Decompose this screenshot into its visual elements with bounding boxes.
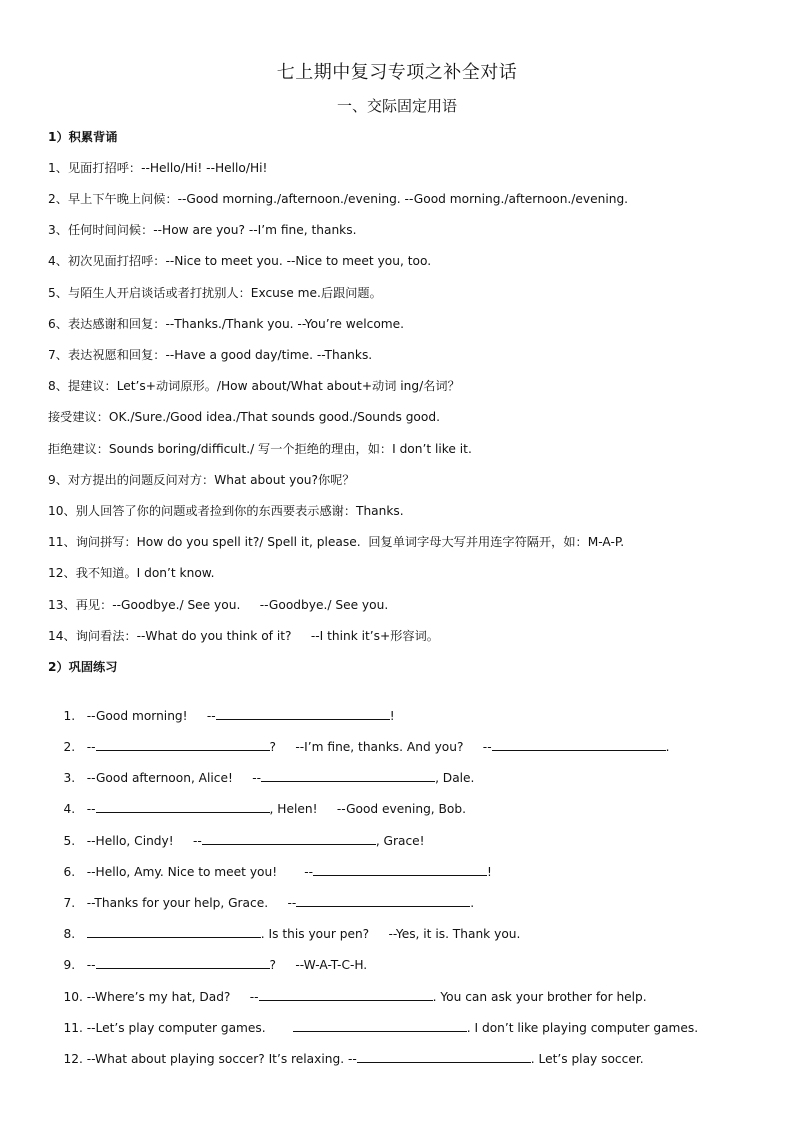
list-item: 14、询问看法：--What do you think of it? --I think it’s+形容词。 (48, 629, 439, 643)
list-item: 5、与陌生人开启谈话或者打扰别人：Excuse me.后跟问题。 (48, 286, 382, 300)
list-item: 13、再见：--Goodbye./ See you. --Goodbye./ See you. (48, 598, 389, 612)
answer-blank[interactable] (357, 1050, 531, 1063)
exercise-text: 8. (63, 927, 87, 941)
list-item: 4、初次见面打招呼：--Nice to meet you. --Nice to meet you, too. (48, 254, 432, 268)
exercise-text: , Grace! (375, 834, 425, 848)
exercise-text: ! (389, 709, 395, 723)
answer-blank[interactable] (96, 956, 270, 969)
document-subtitle: 一、交际固定用语 (336, 97, 457, 115)
answer-blank[interactable] (216, 707, 390, 720)
exercise-text: . (665, 740, 670, 754)
exercise-text: 9. -- (63, 958, 96, 972)
answer-blank[interactable] (87, 925, 261, 938)
exercise-text: ! (487, 865, 492, 879)
answer-blank[interactable] (293, 1019, 467, 1032)
list-item: 7、表达祝愿和回复：--Have a good day/time. --Thanks. (48, 348, 373, 362)
answer-blank[interactable] (492, 738, 666, 751)
exercise-text: . Let’s play soccer. (530, 1052, 644, 1066)
answer-blank[interactable] (313, 863, 487, 876)
exercise-text: 12. --What about playing soccer? It’s relaxing. -- (63, 1052, 357, 1066)
exercise-text: 3. --Good afternoon, Alice! -- (63, 771, 262, 785)
exercise-text: 1. --Good morning! -- (63, 709, 216, 723)
answer-blank[interactable] (296, 894, 470, 907)
answer-blank[interactable] (261, 769, 435, 782)
list-item: 3、任何时间问候：--How are you? --I’m fine, thanks. (48, 223, 357, 237)
exercise-text: 6. --Hello, Amy. Nice to meet you! -- (63, 865, 314, 879)
section-heading: 2）巩固练习 (48, 660, 118, 674)
exercise-text: 4. -- (63, 802, 96, 816)
exercise-text: , Helen! --Good evening, Bob. (269, 802, 466, 816)
answer-blank[interactable] (96, 738, 270, 751)
exercise-text: 2. -- (63, 740, 96, 754)
exercise-text: 5. --Hello, Cindy! -- (63, 834, 202, 848)
list-item: 11、询问拼写：How do you spell it?/ Spell it, please. 回复单词字母大写并用连字符隔开，如：M-A-P. (48, 535, 625, 549)
exercise-text: 10. --Where’s my hat, Dad? -- (63, 990, 259, 1004)
list-item: 6、表达感谢和回复：--Thanks./Thank you. --You’re welcome. (48, 317, 405, 331)
list-item: 10、别人回答了你的问题或者捡到你的东西要表示感谢：Thanks. (48, 504, 404, 518)
exercise-text: . Is this your pen? --Yes, it is. Thank you. (260, 927, 521, 941)
exercise-text: , Dale. (435, 771, 475, 785)
exercise-text: 11. --Let’s play computer games. (63, 1021, 293, 1035)
list-item: 拒绝建议：Sounds boring/difficult./ 写一个拒绝的理由，如：I don’t like it. (48, 442, 472, 456)
list-item: 接受建议：OK./Sure./Good idea./That sounds good./Sounds good. (48, 410, 440, 424)
list-item: 2、早上下午晚上问候：--Good morning./afternoon./evening. --Good morning./afternoon./evening. (48, 192, 629, 206)
list-item: 1、见面打招呼：--Hello/Hi! --Hello/Hi! (48, 161, 268, 175)
section-heading: 1）积累背诵 (48, 130, 118, 144)
answer-blank[interactable] (202, 832, 376, 845)
list-item: 8、提建议：Let’s+动词原形。/How about/What about+动词 ing/名词？ (48, 379, 460, 393)
answer-blank[interactable] (259, 988, 433, 1001)
exercise-text: . I don’t like playing computer games. (466, 1021, 699, 1035)
document-title: 七上期中复习专项之补全对话 (276, 62, 518, 83)
exercise-text: ? --W-A-T-C-H. (269, 958, 368, 972)
exercise-text: ? --I’m fine, thanks. And you? -- (269, 740, 492, 754)
list-item: 9、对方提出的问题反问对方：What about you?你呢？ (48, 473, 355, 487)
exercise-text: 7. --Thanks for your help, Grace. -- (63, 896, 297, 910)
exercise-text: . (470, 896, 475, 910)
answer-blank[interactable] (96, 800, 270, 813)
exercise-text: . You can ask your brother for help. (432, 990, 647, 1004)
exercise-row (48, 1032, 644, 1086)
list-item: 12、我不知道。I don’t know. (48, 566, 215, 580)
